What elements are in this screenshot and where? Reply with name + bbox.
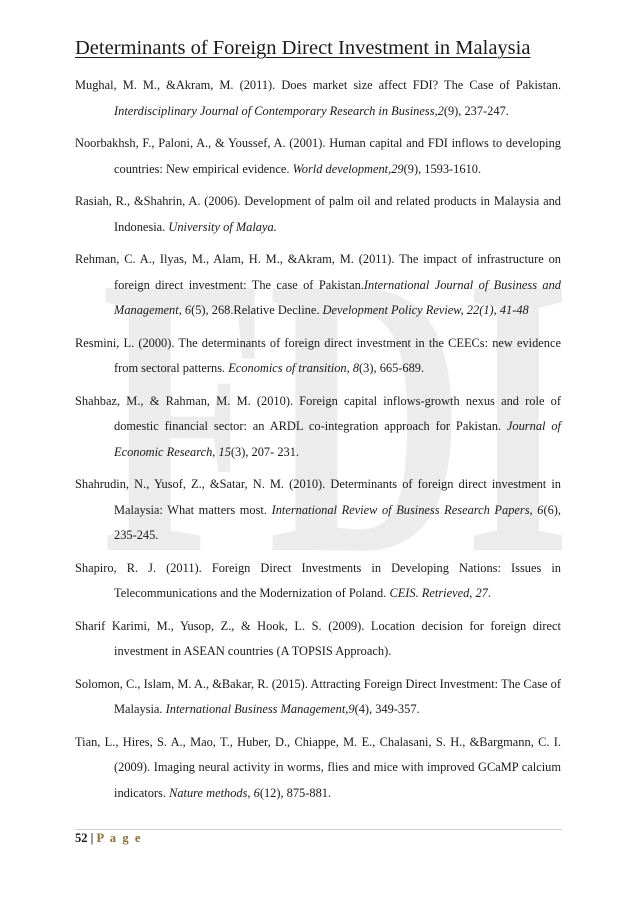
page-title: Determinants of Foreign Direct Investment in Malaysia xyxy=(75,37,531,59)
reference-italic-text: Interdisciplinary Journal of Contemporary Research in Business xyxy=(114,103,435,118)
reference-italic-text: International Journal of Business and Management xyxy=(114,277,562,317)
reference-text: , xyxy=(529,502,538,517)
reference-list xyxy=(75,73,561,813)
reference-italic-text: 8 xyxy=(352,361,360,375)
reference-text: . xyxy=(487,586,491,600)
page-number: 52 xyxy=(75,831,88,845)
reference-entry xyxy=(75,331,561,382)
reference-entry xyxy=(75,247,561,324)
reference-text: , xyxy=(434,103,438,118)
reference-entry xyxy=(75,614,561,665)
reference-text: , xyxy=(346,361,353,375)
reference-italic-text: CEIS. Retrieved xyxy=(389,586,470,600)
reference-entry xyxy=(75,131,561,182)
reference-text: , xyxy=(345,702,349,716)
reference-italic-text: Nature methods xyxy=(169,785,248,800)
reference-text: , xyxy=(212,444,219,459)
reference-text: , xyxy=(247,785,254,800)
reference-text: Shahrudin, N., Yusof, Z., &Satar, N. M. (2010). Determinants of foreign direct investment in Malaysia: What matters most. xyxy=(75,477,561,517)
reference-text: Mughal, M. M., &Akram, M. (2011). Does market size affect FDI? The Case of Pakistan. xyxy=(75,78,561,92)
reference-entry xyxy=(75,472,561,549)
reference-text: (4), 349-357. xyxy=(354,702,420,716)
reference-entry xyxy=(75,189,561,240)
reference-italic-text: International Business Management xyxy=(165,702,346,716)
reference-text: Tian, L., Hires, S. A., Mao, T., Huber, D., Chiappe, M. E., Chalasani, S. H., &Bargmann, C. I. (2009). Imaging neural activity in worms, flies and mice with improved GCaMP calcium indicators. xyxy=(75,734,561,800)
reference-italic-text: 6 xyxy=(184,303,192,317)
reference-italic-text: 29 xyxy=(391,161,404,176)
reference-text: Solomon, C., Islam, M. A., &Bakar, R. (2015). Attracting Foreign Direct Investment: The Case of Malaysia. xyxy=(75,676,561,716)
reference-italic-text: Journal of Economic Research xyxy=(114,419,562,459)
reference-italic-text: 9 xyxy=(348,702,355,716)
reference-italic-text: World development xyxy=(292,161,389,176)
reference-entry xyxy=(75,672,561,723)
reference-italic-text: University of Malaya. xyxy=(168,219,277,234)
reference-text: Sharif Karimi, M., Yusop, Z., & Hook, L. S. (2009). Location decision for foreign direct investment in ASEAN countries (A TOPSIS Approach). xyxy=(75,618,561,658)
reference-italic-text: 6 xyxy=(537,502,544,517)
reference-text: , xyxy=(388,161,392,176)
reference-text: (5), 268.Relative Decline. xyxy=(191,303,323,317)
reference-text: (6), 235-245. xyxy=(114,502,562,542)
reference-italic-text: 6 xyxy=(253,785,260,800)
page-word: P a g e xyxy=(96,831,143,845)
reference-italic-text: 27 xyxy=(475,586,488,600)
page-footer xyxy=(75,831,142,846)
reference-text: (9), 237-247. xyxy=(443,103,509,118)
watermark-text: FDI xyxy=(101,220,571,580)
reference-text: Resmini, L. (2000). The determinants of foreign direct investment in the CEECs: new evidence from sectoral patterns. xyxy=(75,335,561,375)
reference-entry xyxy=(75,730,561,807)
reference-text: (9), 1593-1610. xyxy=(403,161,482,176)
reference-italic-text: 2 xyxy=(437,103,444,118)
reference-text: (3), 665-689. xyxy=(359,361,425,375)
reference-italic-text: Economics of transition xyxy=(228,361,347,375)
reference-entry xyxy=(75,556,561,607)
footer-divider xyxy=(75,829,562,830)
reference-text: Shapiro, R. J. (2011). Foreign Direct Investments in Developing Nations: Issues in Telecommunications and the Modernization of Poland. xyxy=(75,560,561,600)
reference-entry xyxy=(75,73,561,124)
footer-separator: | xyxy=(90,831,94,845)
reference-text: (3), 207- 231. xyxy=(230,444,300,459)
reference-entry xyxy=(75,389,561,466)
reference-italic-text: Development Policy Review, 22(1), 41-48 xyxy=(322,303,529,317)
reference-text: Noorbakhsh, F., Paloni, A., & Youssef, A. (2001). Human capital and FDI inflows to developing countries: New empirical evidence. xyxy=(75,136,561,176)
reference-text: Shahbaz, M., & Rahman, M. M. (2010). Foreign capital inflows-growth nexus and role of domestic financial sector: an ARDL co-integration approach for Pakistan. xyxy=(75,393,561,433)
reference-text: Rehman, C. A., Ilyas, M., Alam, H. M., &Akram, M. (2011). The impact of infrastructure on foreign direct investment: The case of Pakistan. xyxy=(75,252,561,292)
reference-italic-text: 15 xyxy=(218,444,231,459)
reference-text: , xyxy=(178,303,185,317)
reference-text: (12), 875-881. xyxy=(259,785,332,800)
reference-italic-text: International Review of Business Research Papers xyxy=(271,502,530,517)
reference-text: , xyxy=(469,586,476,600)
reference-text: Rasiah, R., &Shahrin, A. (2006). Development of palm oil and related products in Malaysia and Indonesia. xyxy=(75,194,561,234)
